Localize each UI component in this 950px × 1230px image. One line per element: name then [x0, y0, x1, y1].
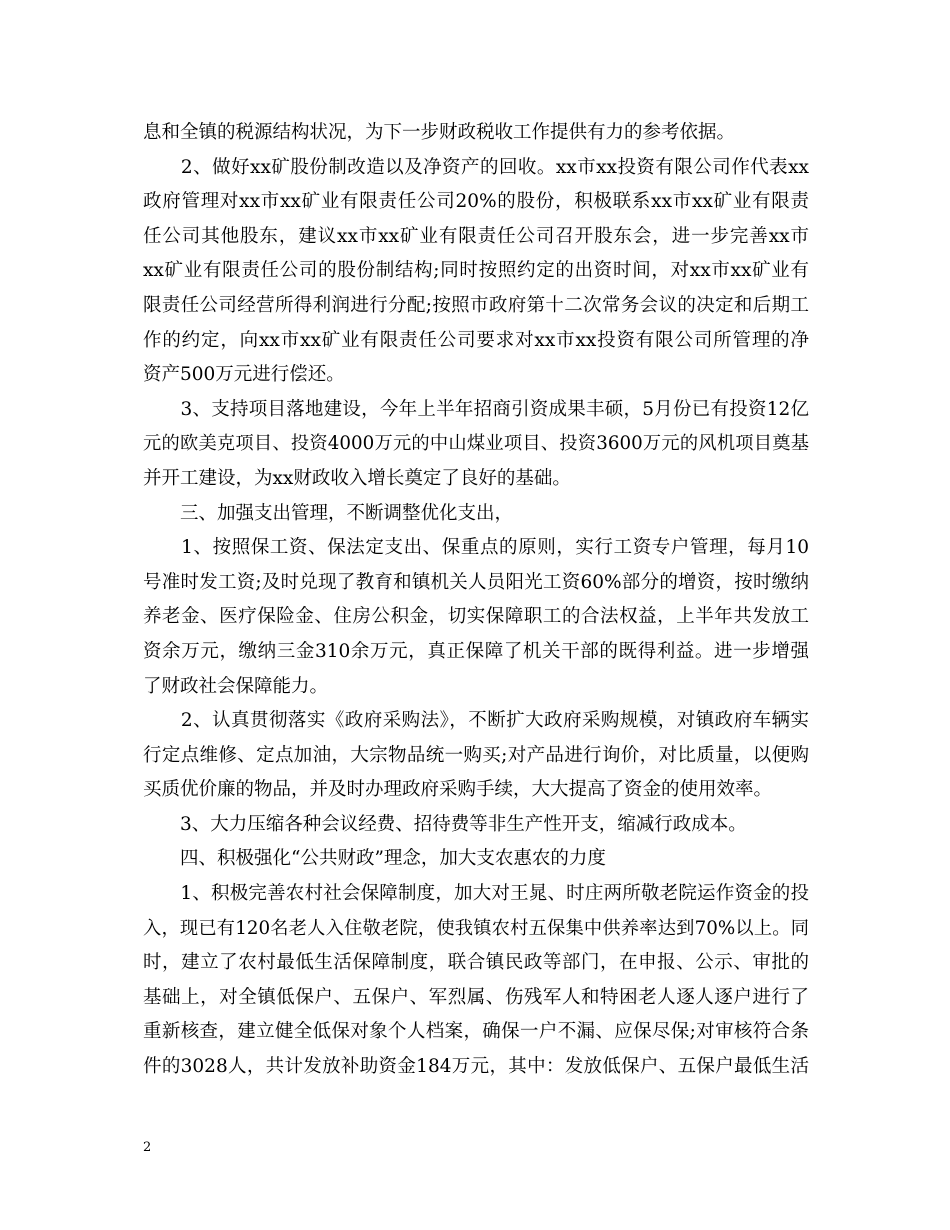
body-text: [143, 116, 809, 1085]
page-number: 2: [143, 1140, 152, 1155]
text-line: 基础上，对全镇低保户、五保户、军烈属、伤残军人和特困老人逐人逐户进行了: [143, 986, 809, 1008]
text-line: 行定点维修、定点加油，大宗物品统一购买;对产品进行询价，对比质量，以便购: [143, 744, 809, 766]
text-line: 元的欧美克项目、投资4000万元的中山煤业项目、投资3600万元的风机项目奠基: [143, 433, 809, 455]
text-line: 重新核查，建立健全低保对象个人档案，确保一户不漏、应保尽保;对审核符合条: [143, 1021, 809, 1043]
text-line: 任公司其他股东，建议xx市xx矿业有限责任公司召开股东会，进一步完善xx市: [143, 225, 809, 247]
text-line: 三、加强支出管理，不断调整优化支出，: [143, 502, 514, 524]
text-line: 四、积极强化“公共财政”理念，加大支农惠农的力度: [143, 848, 606, 870]
text-line: 1、积极完善农村社会保障制度，加大对王晁、时庄两所敬老院运作资金的投: [143, 883, 809, 905]
text-line: 息和全镇的税源结构状况，为下一步财政税收工作提供有力的参考依据。: [143, 122, 736, 143]
text-line: 并开工建设，为xx财政收入增长奠定了良好的基础。: [143, 467, 571, 489]
text-line: 时，建立了农村最低生活保障制度，联合镇民政等部门，在申报、公示、审批的: [143, 952, 809, 974]
text-line: 2、认真贯彻落实《政府采购法》，不断扩大政府采购规模，对镇政府车辆实: [143, 710, 809, 732]
text-line: 限责任公司经营所得利润进行分配;按照市政府第十二次常务会议的决定和后期工: [143, 294, 809, 316]
text-line: 买质优价廉的物品，并及时办理政府采购手续，大大提高了资金的使用效率。: [143, 779, 773, 801]
text-line: 1、按照保工资、保法定支出、保重点的原则，实行工资专户管理，每月10: [143, 537, 809, 559]
text-line: 了财政社会保障能力。: [143, 675, 329, 697]
text-line: 资余万元，缴纳三金310余万元，真正保障了机关干部的既得利益。进一步增强: [143, 640, 809, 662]
text-line: 3、大力压缩各种会议经费、招待费等非生产性开支，缩减行政成本。: [143, 813, 747, 835]
text-line: 养老金、医疗保险金、住房公积金，切实保障职工的合法权益，上半年共发放工: [143, 606, 809, 628]
text-line: 号准时发工资;及时兑现了教育和镇机关人员阳光工资60%部分的增资，按时缴纳: [143, 571, 809, 593]
text-line: 资产500万元进行偿还。: [143, 364, 345, 386]
text-line: 入，现已有120名老人入住敬老院，使我镇农村五保集中供养率达到70%以上。同: [143, 917, 809, 939]
text-line: xx矿业有限责任公司的股份制结构;同时按照约定的出资时间，对xx市xx矿业有: [143, 260, 809, 282]
text-line: 政府管理对xx市xx矿业有限责任公司20%的股份，积极联系xx市xx矿业有限责: [143, 191, 809, 213]
text-line: 件的3028人，共计发放补助资金184万元，其中：发放低保户、五保户最低生活: [143, 1056, 809, 1078]
text-line: 作的约定，向xx市xx矿业有限责任公司要求对xx市xx投资有限公司所管理的净: [143, 329, 809, 351]
text-line: 2、做好xx矿股份制改造以及净资产的回收。xx市xx投资有限公司作代表xx: [143, 156, 809, 178]
text-line: 3、支持项目落地建设，今年上半年招商引资成果丰硕，5月份已有投资12亿: [143, 398, 809, 420]
